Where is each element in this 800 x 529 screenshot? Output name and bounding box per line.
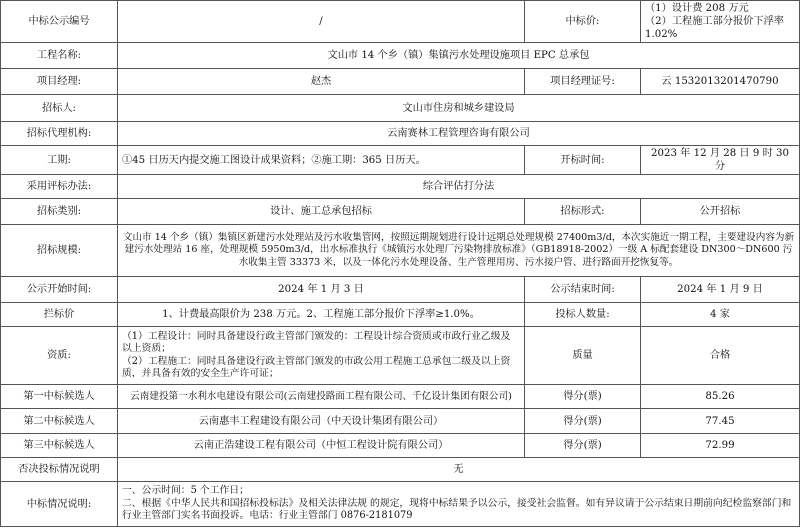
candidate-score-label: 得分(票) (525, 434, 641, 458)
bid-price-value: （1）设计费 208 万元 （2）工程施工部分报价下浮率 1.02% (641, 1, 800, 43)
mode-label: 招标形式: (525, 199, 641, 225)
row-category (1, 199, 800, 225)
candidate-score-label: 得分(票) (525, 385, 641, 409)
row-qualification (1, 327, 800, 385)
agency-label: 招标代理机构: (1, 122, 118, 146)
row-cap-price (1, 303, 800, 327)
bidders-count-value: 4 家 (641, 303, 800, 327)
manager-label: 项目经理: (1, 69, 118, 95)
project-name-label: 工程名称: (1, 43, 118, 69)
publicity-start-label: 公示开始时间: (1, 277, 118, 303)
duration-value: ①45 日历天内提交施工图设计成果资料；②施工期：365 日历天。 (118, 146, 525, 175)
candidate-rank-label: 第三中标候选人 (1, 434, 118, 458)
quality-label: 质量 (525, 327, 641, 385)
row-tenderer (1, 95, 800, 122)
publicity-end-label: 公示结束时间: (525, 277, 641, 303)
row-publicity (1, 277, 800, 303)
cap-price-label: 拦标价 (1, 303, 118, 327)
publicity-start-value: 2024 年 1 月 3 日 (118, 277, 525, 303)
notice-no-value: / (118, 1, 525, 43)
candidate-score: 77.45 (641, 409, 800, 434)
method-label: 采用评标办法: (1, 175, 118, 199)
project-name-value: 文山市 14 个乡（镇）集镇污水处理设施项目 EPC 总承包 (118, 43, 800, 69)
candidate-name: 云南惠丰工程建设有限公司（中天设计集团有限公司） (118, 409, 525, 434)
notes-label: 中标情况说明: (1, 482, 118, 527)
candidate-name: 云南正浩建设工程有限公司（中恒工程设计院有限公司） (118, 434, 525, 458)
quality-value: 合格 (641, 327, 800, 385)
candidate-score: 72.99 (641, 434, 800, 458)
notes-value: 一、公示时间：5 个工作日； 二、根据《中华人民共和国招标投标法》及相关法律法规 的规定，现将中标结果予以公示，接受社会监督。如有异议请于公示结束日期前向纪检监察部门和行业主管部门实名书面投诉。电话：行业主管部门 0876-2181079 (118, 482, 800, 527)
tenderer-label: 招标人: (1, 95, 118, 122)
duration-label: 工期: (1, 146, 118, 175)
publicity-end-value: 2024 年 1 月 9 日 (641, 277, 800, 303)
scale-value: 文山市 14 个乡（镇）集镇区新建污水处理站及污水收集管网，按照远期规划进行设计远期总处理规模 27400m3/d，本次实施近一期工程，主要建设内容为新建污水处理站 16 座，处理规模 5950m3/d，出水标准执行《城镇污水处理厂污染物排放标准》（GB18918-2002）一级 A 标配套建设 DN300～DN600 污水收集主管 33373 米，以及一体化污水处理设备、生产管理用房、污水接户管、进行路面开挖恢复等。 (118, 225, 800, 277)
candidate-row-1 (1, 385, 800, 409)
row-notes (1, 482, 800, 527)
candidate-rank-label: 第一中标候选人 (1, 385, 118, 409)
candidate-row-2 (1, 409, 800, 434)
rejected-value: 无 (118, 458, 800, 482)
bid-price-label: 中标价: (525, 1, 641, 43)
agency-value: 云南赛林工程管理咨询有限公司 (118, 122, 800, 146)
cap-price-value: 1、计费最高限价为 238 万元。2、工程施工部分报价下浮率≥1.0%。 (118, 303, 525, 327)
notice-no-label: 中标公示编号 (1, 1, 118, 43)
mode-value: 公开招标 (641, 199, 800, 225)
row-scale (1, 225, 800, 277)
opening-time-value: 2023 年 12 月 28 日 9 时 30 分 (641, 146, 800, 175)
row-method (1, 175, 800, 199)
candidate-rank-label: 第二中标候选人 (1, 409, 118, 434)
qualification-label: 资质: (1, 327, 118, 385)
row-duration (1, 146, 800, 175)
row-notice-no (1, 1, 800, 43)
qualification-value: （1）工程设计：同时具备建设行政主管部门颁发的：工程设计综合资质或市政行业乙级及以上资质； （2）工程施工：同时具备建设行政主管部门颁发的市政公用工程施工总承包二级及以上资质，并具备有效的安全生产许可证； (118, 327, 525, 385)
scale-label: 招标规模: (1, 225, 118, 277)
candidate-row-3 (1, 434, 800, 458)
rejected-label: 否决投标情况说明 (1, 458, 118, 482)
category-value: 设计、施工总承包招标 (118, 199, 525, 225)
tenderer-value: 文山市住房和城乡建设局 (118, 95, 800, 122)
method-value: 综合评估打分法 (118, 175, 800, 199)
manager-cert-label: 项目经理证号: (525, 69, 641, 95)
row-agency (1, 122, 800, 146)
bidders-count-label: 投标人数量: (525, 303, 641, 327)
row-project-name (1, 43, 800, 69)
row-rejected (1, 458, 800, 482)
manager-cert-value: 云 1532013201470790 (641, 69, 800, 95)
candidate-score: 85.26 (641, 385, 800, 409)
category-label: 招标类别: (1, 199, 118, 225)
candidate-score-label: 得分(票) (525, 409, 641, 434)
row-manager (1, 69, 800, 95)
manager-value: 赵杰 (118, 69, 525, 95)
candidate-name: 云南建投第一水利水电建设有限公司(云南建投路面工程有限公司、千亿设计集团有限公司) (118, 385, 525, 409)
opening-time-label: 开标时间: (525, 146, 641, 175)
